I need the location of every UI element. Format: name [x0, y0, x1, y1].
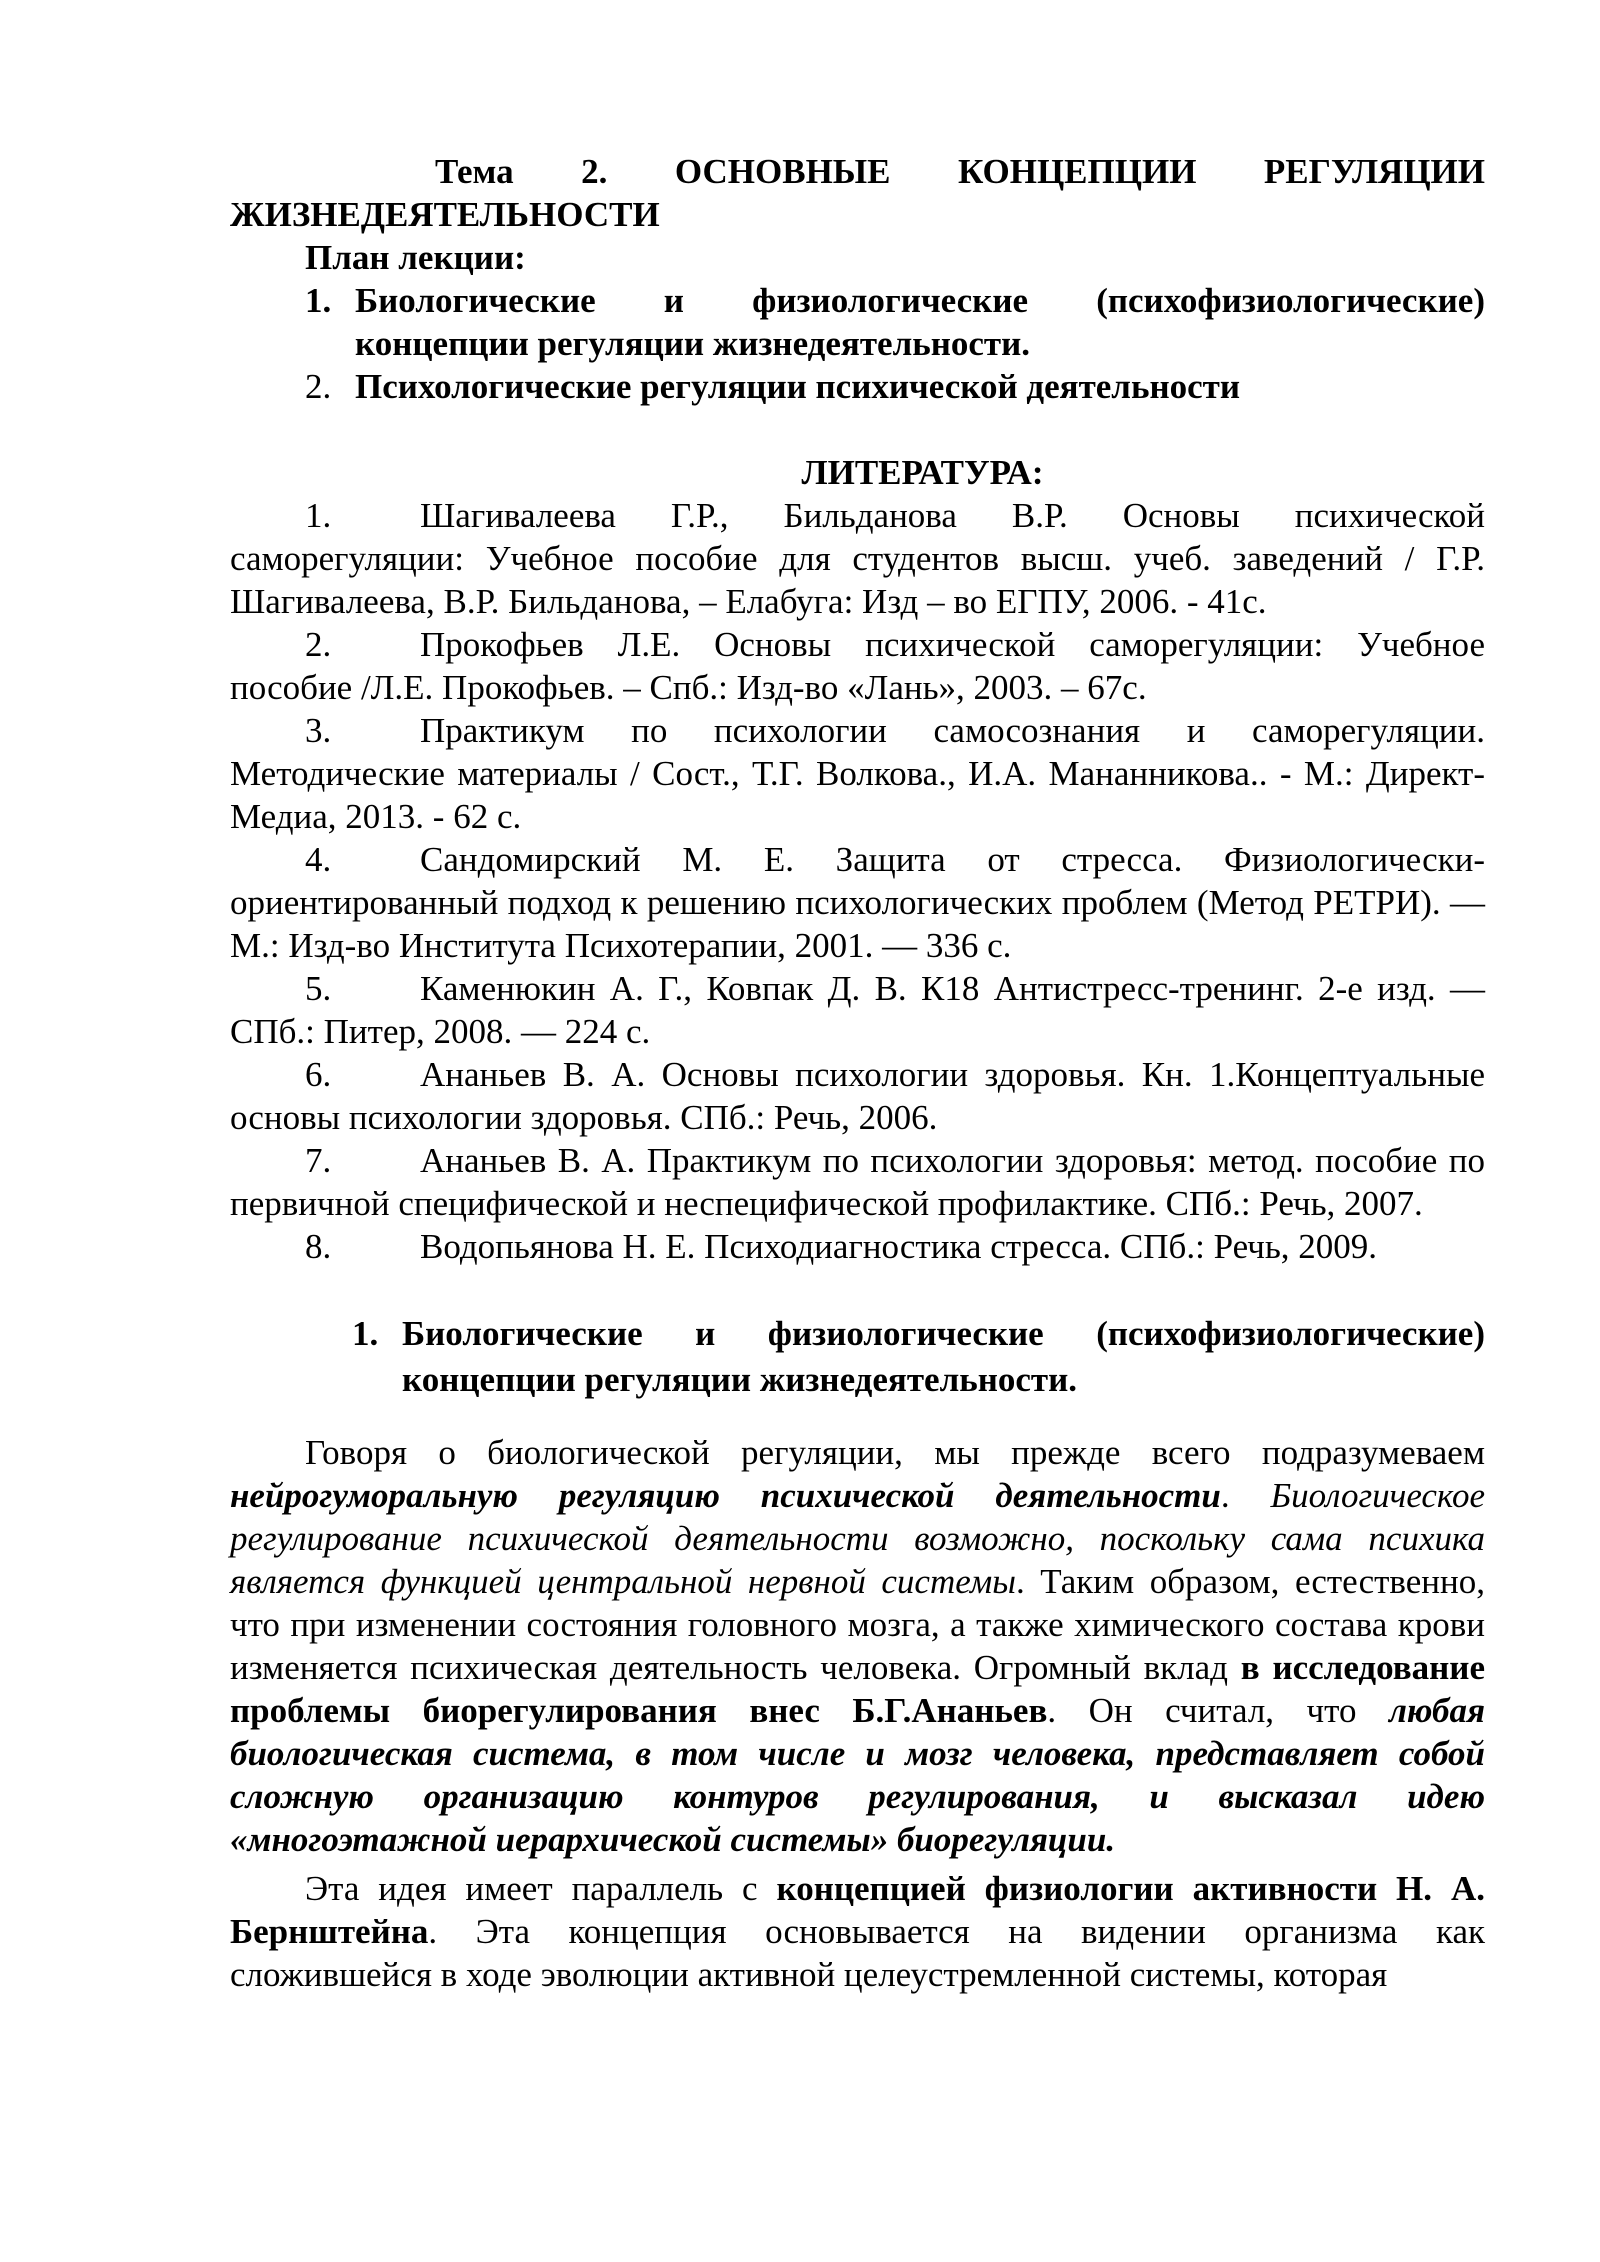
text-run: . Таким образом, естественно, что при изменении состояния головного мозга, а также химического состава крови изменяется психическая деятельность человека. Огромный вклад — [230, 1562, 1485, 1687]
text-run-bold-italic: любая биологическая система, в том числе и мозг человека, представляет собой сложную организацию контуров регулирования, и высказал идею «многоэтажной иерархической системы» биорегуляции. — [230, 1691, 1485, 1859]
literature-item-number: 3. — [305, 711, 332, 750]
literature-item — [230, 1225, 1485, 1268]
text-run: . — [1220, 1476, 1271, 1515]
literature-item-number: 8. — [305, 1227, 332, 1266]
plan-item-number: 1. — [305, 281, 332, 320]
literature-item — [230, 709, 1485, 838]
plan-item — [230, 279, 1485, 365]
text-run-italic: Биологическое регулирование психической деятельности возможно, поскольку сама психика является функцией центральной нервной системы — [230, 1476, 1486, 1601]
literature-item — [230, 838, 1485, 967]
literature-item-number: 6. — [305, 1055, 332, 1094]
document-page — [230, 150, 1485, 1996]
plan-heading: План лекции: — [305, 238, 526, 277]
document-title: Тема 2. ОСНОВНЫЕ КОНЦЕПЦИИ РЕГУЛЯЦИИ ЖИЗНЕДЕЯТЕЛЬНОСТИ — [230, 152, 1485, 234]
literature-item-number: 7. — [305, 1141, 332, 1180]
literature-item-number: 5. — [305, 969, 332, 1008]
section-heading — [230, 1311, 1485, 1403]
literature-item — [230, 967, 1485, 1053]
text-run-bold: концепцией физиологии активности Н. А. Бернштейна — [230, 1869, 1485, 1951]
literature-item — [230, 623, 1485, 709]
body-paragraph — [230, 1431, 1485, 1861]
literature-heading: ЛИТЕРАТУРА: — [801, 453, 1044, 492]
literature-item-number: 4. — [305, 840, 332, 879]
literature-item — [230, 494, 1485, 623]
text-run: Говоря о биологической регуляции, мы прежде всего подразумеваем — [305, 1433, 1485, 1472]
literature-item-text: Прокофьев Л.Е. Основы психической саморегуляции: Учебное пособие /Л.Е. Прокофьев. – Спб.: Изд-во «Лань», 2003. – 67с. — [230, 625, 1485, 707]
literature-item-text: Шагивалеева Г.Р., Бильданова В.Р. Основы психической саморегуляции: Учебное пособие для студентов высш. учеб. заведений / Г.Р. Шагивалеева, В.Р. Бильданова, – Елабуга: Изд – во ЕГПУ, 2006. - 41с. — [230, 496, 1485, 621]
text-run-bold-italic: нейрогуморальную регуляцию психической деятельности — [230, 1476, 1221, 1515]
literature-item-text: Ананьев В. А. Практикум по психологии здоровья: метод. пособие по первичной специфической и неспецифической профилактике. СПб.: Речь, 2007. — [230, 1141, 1485, 1223]
text-run: Эта идея имеет параллель с — [305, 1869, 777, 1908]
literature-item — [230, 1053, 1485, 1139]
text-run: . Он считал, что — [1047, 1691, 1389, 1730]
literature-item-text: Практикум по психологии самосознания и саморегуляции. Методические материалы / Сост., Т.Г. Волкова., И.А. Мананникова.. - М.: Директ-Медиа, 2013. - 62 с. — [230, 711, 1485, 836]
section-number: 1. — [352, 1314, 379, 1353]
text-run: . Эта концепция основывается на видении организма как сложившейся в ходе эволюции активной целеустремленной системы, которая — [230, 1912, 1485, 1994]
text-run-bold: в исследование проблемы биорегулирования внес Б.Г.Ананьев — [230, 1648, 1485, 1730]
literature-item-text: Водопьянова Н. Е. Психодиагностика стресса. СПб.: Речь, 2009. — [420, 1227, 1378, 1266]
literature-item — [230, 1139, 1485, 1225]
plan-item-text: Психологические регуляции психической деятельности — [355, 367, 1241, 406]
literature-item-text: Сандомирский М. Е. Защита от стресса. Физиологически-ориентированный подход к решению психологических проблем (Метод РЕТРИ). — М.: Изд-во Института Психотерапии, 2001. — 336 с. — [230, 840, 1485, 965]
plan-item-number: 2. — [305, 367, 332, 406]
literature-item-text: Ананьев В. А. Основы психологии здоровья. Кн. 1.Концептуальные основы психологии здоровья. СПб.: Речь, 2006. — [230, 1055, 1485, 1137]
body-paragraph — [230, 1867, 1485, 1996]
section-title: Биологические и физиологические (психофизиологические) концепции регуляции жизнедеятельности. — [402, 1314, 1485, 1399]
literature-item-number: 2. — [305, 625, 332, 664]
literature-item-number: 1. — [305, 496, 332, 535]
literature-item-text: Каменюкин А. Г., Ковпак Д. В. К18 Антистресс-тренинг. 2-е изд. — СПб.: Питер, 2008. — 224 с. — [230, 969, 1485, 1051]
plan-item — [230, 365, 1485, 408]
plan-item-text: Биологические и физиологические (психофизиологические) концепции регуляции жизнедеятельности. — [355, 281, 1485, 363]
